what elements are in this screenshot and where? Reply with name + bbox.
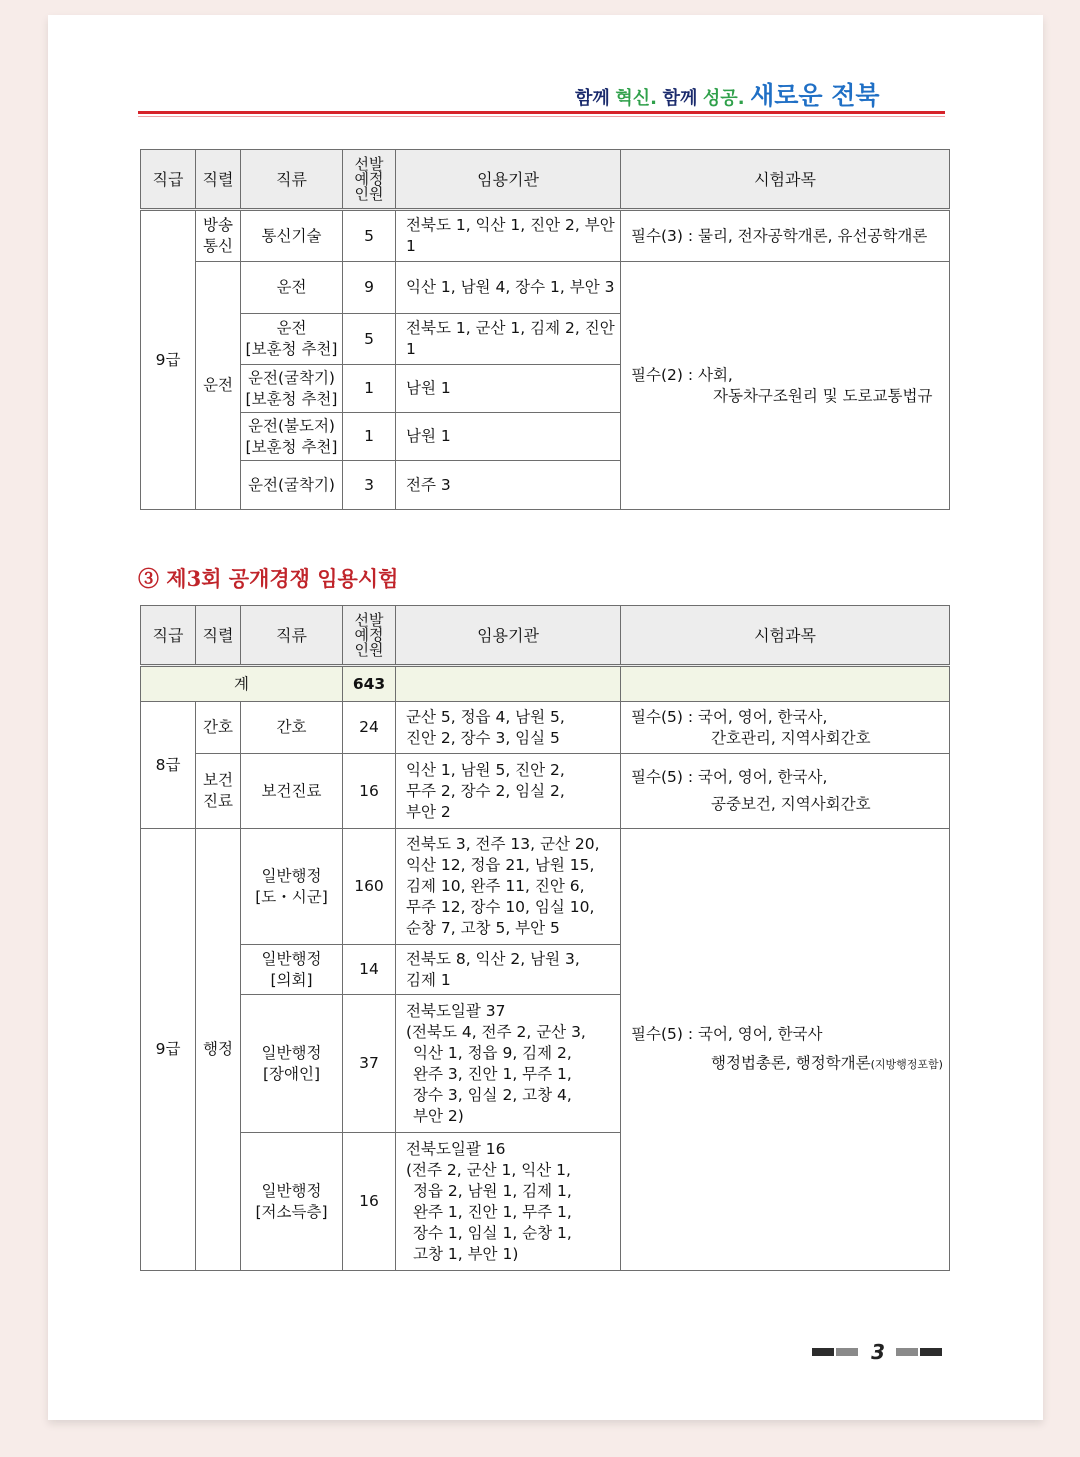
category-cell: 운전(굴착기): [241, 461, 343, 510]
header-agency: 임용기관: [396, 606, 621, 666]
table-3rd-exam: [140, 605, 950, 1271]
quota-cell: 14: [343, 945, 396, 995]
subject-cell: 필수(2) : 사회, 자동차구조원리 및 도로교통법규: [621, 262, 950, 510]
agency-cell: 전주 3: [396, 461, 621, 510]
total-agency-empty: [396, 666, 621, 702]
section-title: ③ 제3회 공개경쟁 임용시험: [138, 566, 399, 591]
table-row: [141, 210, 950, 262]
page-number-footer: [812, 1340, 942, 1364]
series-cell: 행정: [196, 829, 241, 1271]
grade-cell: 8급: [141, 702, 196, 829]
footer-bar-icon: [812, 1348, 834, 1356]
grade-cell: 9급: [141, 210, 196, 510]
grade-cell: 9급: [141, 829, 196, 1271]
slogan-new-jeonbuk: 새로운 전북: [750, 81, 880, 110]
header-quota: 선발 예정 인원: [343, 150, 396, 210]
quota-cell: 3: [343, 461, 396, 510]
category-cell: 일반행정 [도・시군]: [241, 829, 343, 945]
quota-cell: 5: [343, 210, 396, 262]
slogan-together-2: 함께: [662, 88, 698, 109]
agency-cell: 남원 1: [396, 365, 621, 413]
agency-cell: 군산 5, 정읍 4, 남원 5, 진안 2, 장수 3, 임실 5: [396, 702, 621, 754]
slogan-together-1: 함께: [575, 88, 610, 109]
page-number: 3: [871, 1340, 886, 1364]
header-slogan: [575, 76, 955, 112]
series-cell: 운전: [196, 262, 241, 510]
total-subject-empty: [621, 666, 950, 702]
subject-cell: 필수(5) : 국어, 영어, 한국사, 간호관리, 지역사회간호: [621, 702, 950, 754]
total-row: [141, 666, 950, 702]
quota-cell: 16: [343, 754, 396, 829]
header-grade: 직급: [141, 150, 196, 210]
agency-cell: 남원 1: [396, 413, 621, 461]
series-cell: 보건 진료: [196, 754, 241, 829]
header-series: 직렬: [196, 150, 241, 210]
agency-cell: 전북도 8, 익산 2, 남원 3, 김제 1: [396, 945, 621, 995]
quota-cell: 24: [343, 702, 396, 754]
table-row: [141, 829, 950, 945]
table-2nd-exam: [140, 149, 950, 510]
subject-cell: 필수(3) : 물리, 전자공학개론, 유선공학개론: [621, 210, 950, 262]
category-cell: 일반행정 [장애인]: [241, 995, 343, 1133]
subject-cell: 필수(5) : 국어, 영어, 한국사 행정법총론, 행정학개론(지방행정포함): [621, 829, 950, 1271]
header-subjects: 시험과목: [621, 150, 950, 210]
agency-cell: 익산 1, 남원 4, 장수 1, 부안 3: [396, 262, 621, 314]
header-rule: [138, 111, 945, 114]
header-category: 직류: [241, 150, 343, 210]
header-quota: 선발 예정 인원: [343, 606, 396, 666]
agency-cell: 전북도 1, 익산 1, 진안 2, 부안 1: [396, 210, 621, 262]
series-cell: 방송 통신: [196, 210, 241, 262]
category-cell: 일반행정 [저소득층]: [241, 1133, 343, 1271]
slogan-success: 성공.: [702, 88, 745, 109]
category-cell: 통신기술: [241, 210, 343, 262]
header-subjects: 시험과목: [621, 606, 950, 666]
quota-cell: 160: [343, 829, 396, 945]
category-cell: 보건진료: [241, 754, 343, 829]
quota-cell: 9: [343, 262, 396, 314]
category-cell: 간호: [241, 702, 343, 754]
category-cell: 일반행정 [의회]: [241, 945, 343, 995]
agency-cell: 익산 1, 남원 5, 진안 2, 무주 2, 장수 2, 임실 2, 부안 2: [396, 754, 621, 829]
subject-note: (지방행정포함): [870, 1058, 943, 1071]
footer-bar-icon: [896, 1348, 918, 1356]
quota-cell: 1: [343, 365, 396, 413]
quota-cell: 16: [343, 1133, 396, 1271]
agency-cell: 전북도 3, 전주 13, 군산 20, 익산 12, 정읍 21, 남원 15, 김제 10, 완주 11, 진안 6, 무주 12, 장수 10, 임실 10, 순창 7, 고창 5, 부안 5: [396, 829, 621, 945]
agency-cell: 전북도일괄 16 (전주 2, 군산 1, 익산 1, 정읍 2, 남원 1, 김제 1, 완주 1, 진안 1, 무주 1, 장수 1, 임실 1, 순창 1, 고창 1, 부안 1): [396, 1133, 621, 1271]
table-row: [141, 702, 950, 754]
agency-cell: 전북도일괄 37 (전북도 4, 전주 2, 군산 3, 익산 1, 정읍 9, 김제 2, 완주 3, 진안 1, 무주 1, 장수 3, 임실 2, 고창 4, 부안 2): [396, 995, 621, 1133]
agency-cell: 전북도 1, 군산 1, 김제 2, 진안 1: [396, 314, 621, 365]
header-agency: 임용기관: [396, 150, 621, 210]
header-grade: 직급: [141, 606, 196, 666]
series-cell: 간호: [196, 702, 241, 754]
footer-bar-icon: [836, 1348, 858, 1356]
category-cell: 운전: [241, 262, 343, 314]
slogan-innovation: 혁신.: [615, 88, 657, 109]
header-rule-thin: [138, 116, 945, 117]
footer-bar-icon: [920, 1348, 942, 1356]
category-cell: 운전(굴착기) [보훈청 추천]: [241, 365, 343, 413]
category-cell: 운전(불도저) [보훈청 추천]: [241, 413, 343, 461]
quota-cell: 37: [343, 995, 396, 1133]
category-cell: 운전 [보훈청 추천]: [241, 314, 343, 365]
total-label: 계: [141, 666, 343, 702]
quota-cell: 5: [343, 314, 396, 365]
header-series: 직렬: [196, 606, 241, 666]
total-value: 643: [343, 666, 396, 702]
table-row: [141, 754, 950, 829]
quota-cell: 1: [343, 413, 396, 461]
header-category: 직류: [241, 606, 343, 666]
table-row: [141, 262, 950, 314]
subject-cell: 필수(5) : 국어, 영어, 한국사, 공중보건, 지역사회간호: [621, 754, 950, 829]
